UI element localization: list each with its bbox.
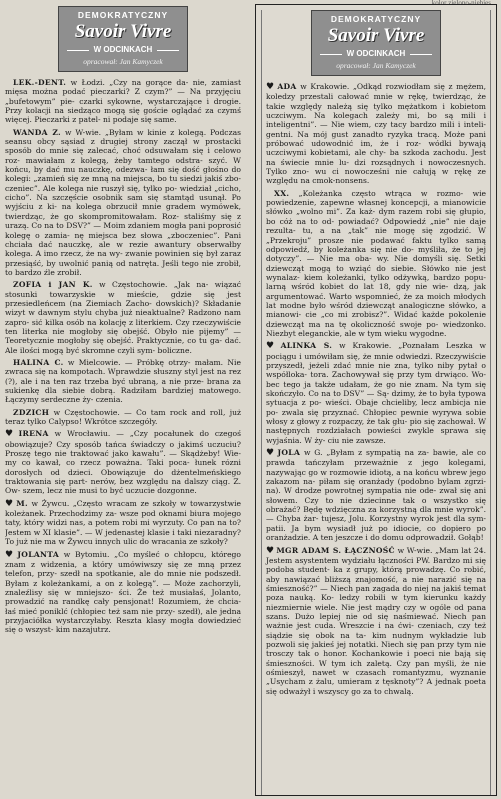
masthead-line-3: W ODCINKACH: [346, 49, 406, 58]
masthead-byline: opracował: Jan Kamyczek: [83, 57, 163, 66]
heart-icon: ♥: [266, 341, 279, 352]
letter-entry: [266, 189, 486, 339]
entry-author: ADA: [277, 82, 297, 91]
entry-author: M.: [16, 498, 28, 508]
entry-text: w Częstochowie. — Co tam rock and roll, już teraz tylko Calypso! Wkrótce szczegóły.: [5, 407, 241, 427]
entry-author: WANDA Z.: [13, 127, 61, 137]
entry-text: w Mielcowie. — Próbkę otrzy- małam. Nie zwraca się na kompotach. Wprawdzie słuszny styl jest na rez (?), ale i na ten raz trzeba być ubraną, a nie prze- brana za sukienkę dla siebie dobrą. Radziłam bardziej matowego. Łączymy serdeczne ży- czenia.: [5, 357, 241, 405]
entry-text: w W-wie. „Mam lat 24. Jestem asystentem wydziału łączności PW. Bardzo mi się podoba student- ka z grupy, którą prowadzę. Co robić, aby nawiązać bliższą znajomość, a nie narazić się na śmieszność?” — Niech pan zagada do niej na jakiś temat poza nauką. Ko- ledzy robili w tym kierunku każdy niezmiernie wiele. Nie jest mądry czy w ogóle od pana szans. Dużo lepiej nie od się naśmiewać. Niech pan ważnie jest cuda. Wreszcie i na ćwi- czeniach, czy też siądzie się obok na ta- kim nudnym wykładzie lub pozwoli się jakieś jej notatki. Niech się pan przy tym nie trosczy tak o honor. Kochankowie i poeci nie bają się śmieszności. W tym ich zaletą. Czy pan myśli, że nie ośmieszył, nawet w czasach romantyzmu, wyznanie „Usycham z żalu, umieram z tęsknoty”? A jednak poeta się odważył i wszyscy go za to chwalą.: [266, 545, 486, 696]
heart-icon: ♥: [266, 448, 276, 459]
heart-icon: ♥: [266, 82, 276, 92]
column-masthead: [311, 10, 441, 76]
entry-author: HALINA C.: [13, 357, 64, 367]
heart-icon: ♥: [5, 549, 16, 560]
letter-entry: [266, 341, 486, 445]
masthead-title: Savoir Vivre: [74, 21, 172, 42]
entry-text: w Częstochowie. „Jak na- wiązać stosunki towarzyskie w mieście, gdzie się jest przesiedleńcem (na Ziemiach Zacho- dowskich)? Składanie wizyt w dawnym stylu chyba już nieaktualne? Radzono nam zapro- sić kilka osób na kolację z literkiem. Czy rzeczywiście ten literka nie mogłoby się obejść. Obyło nie pijemy” — Teoretycznie mogłoby się obejść. Praktycznie, co tu ga- dać. Ale ilości mogą być skromne czyli sym- boliczne.: [5, 280, 241, 355]
entry-text: w Krakowie. „Poznałam Leszka w pociągu i umówiłam się, że mnie odwiedzi. Rzeczywiście przyszedł, jeżeli zdać mnie nie zna, tylko niby pytał o współloka- tora. Zachowywał się przy tym drwiąco. Wo- bec tego ja także udałam, że go nie znam. Na tym się skończyło. Co na to DSV” — Są- dzimy, że to była typowa sytuacja z po- wieści. Obaje chcieliby, lecz ambicja nie po- zwala się przyznać. Chłopiec pewnie wyrywa sobie włosy z głowy z rozpaczy, że tak głu- pio się zachował. W następnych rozdziałach powieści zwykle sprawa się wyjaśnia. W ży- ciu nie zawsze.: [266, 341, 487, 445]
entry-text: w G. „Byłam z sympatią na za- bawie, ale co prawda tańczyłam przeważnie z jego kolegami, nazywając go w rozmowie idiotą, a na końcu wbrew jego zakazom na- piłam się oranżady (podobno bylam zgrzi- na). W drodze powrotnej sympatia nie ode- zwał się ani słowem. Czy to nie dziecinne tak o wszystko się obrażać? Będę wdzięczna za korzystną dla mnie wyrok”. — Chyba żar- tujesz, Jolu. Korzystny wyrok jest dla sym- patii. Ja bym wysiadł już po idiocie, co dopiero po oranżadzie. A ten jeszcze i do domu odprowadził. Gołąb!: [266, 448, 486, 543]
entry-author: JOLA: [277, 448, 301, 458]
entry-text: w W-wie. „Byłam w kinie z kolegą. Podczas seansu obcy sąsiad z drugiej strony zaczął w prostacki sposób do mnie się zalecać, choć odsuwałam się i celowo roz- mawiałam z kolegą, żeby tamtego odstra- szyć. W końcu, by dać mu nauczkę, odezwa- łam się dość głośno do kolegi: „zamień się ze mną na miejsca, bo tu siedzi jakiś zbo- czeniec”. Ale kolega nie ruszył się, tylko po- wiedział „cicho, cicho”. Na szczęście osobnik sam się stamtąd usunął. Po wyjściu z ki- na kolega obrzucił mnie gradem wymówek, twierdząc, że go skompromitowałam. Roz- staliśmy się z urazą. Co na to DSV?” — Moim zdaniem mogła pani poprosić kolegę o zamia- nę miejsca bez słowa „zboczeniec”. Pani chciała dać nauczkę, ale w rezie awantury obserwałby kolega. A imo rzecz, że na wy- zwanie powinien się był zaraz przesiąść, by uwolnić panią od natręta. Jeśli tego nie zrobił, to bardzo źle zrobił.: [5, 127, 241, 277]
right-column: [255, 4, 497, 796]
entry-author: IRENA: [18, 429, 49, 439]
masthead-line-3: W ODCINKACH: [93, 45, 153, 54]
entry-author: ZDZICH: [13, 407, 50, 417]
entry-author: XX.: [274, 188, 290, 198]
letter-entry: [266, 82, 486, 186]
letter-entry: [266, 546, 486, 697]
masthead-line-1: DEMOKRATYCZNY: [77, 10, 169, 20]
entry-author: ALINKA S.: [280, 341, 333, 351]
entry-text: w Łodzi. „Czy na gorące da- nie, zamiast mięsa można podać pieczarki? Z czym?” — Na przyjęciu „bufetowym” pie- czarki sykowne, wystarczające i drogie. Przy kolacji na siedząco mogą się goście oglądać za czymś więcej. Pieczarki z patel- ni podaje się same.: [5, 78, 241, 125]
entry-text: w Bytomiu. „Co myśleć o chłopcu, którego znam z widzenia, a który umówiwszy się ze mną przez telefon, przy- szedł na spotkanie, ale do mnie nie podszedł. Byłam z koleżankami, a on z kolegą”. — Może zachorzyli, znaleźlisy się w mniejszo- ści. Że też musiałaś, Jolanto, prowadzić na randkę cały pensjonat! Rozumiem, że chcia- łaś mieć poniklć (chłopiec też sam nie przy- szedł), ale jedna przyjaciółka wystarczyłaby. Reszta klasy mogła dowiedzieć się o wszyst- kim nazajutrz.: [5, 549, 241, 635]
column-masthead: [58, 6, 188, 72]
entry-text: w Wrocławiu. — „Czy pocałunek do czegoś obowiązuje? Czy sposób tańca świadczy o jakimś uczuciu? Proszę tego nie traktować jako kawału”. — Skądżeby! Wie- my co kawał, co rzecz poważna. Taki poca- łunek rózni dorosłych od dzieci. Obowiązuje do dżentelmeńskiego traktowania się part- nerów, bez względu na dalszy ciąg. Z. Ow- szem, lecz nie musi to być uczucie dozgonne.: [5, 429, 241, 496]
letter-entry: [5, 358, 241, 405]
heart-icon: ♥: [266, 545, 275, 556]
letter-entry: [5, 280, 241, 355]
letter-entry: [5, 499, 241, 547]
entry-author: LEK.-DENT.: [13, 78, 67, 87]
letter-entry: [5, 429, 241, 495]
letter-entry: [266, 448, 486, 542]
heart-icon: ♥: [5, 498, 15, 509]
letter-entry: [5, 550, 241, 635]
entry-text: w Żywcu. „Często wracam ze szkoły w towarzystwie koleżanek. Przechodzimy za- wsze pod oknami biura mojego taty, który widzi nas, a potem robi mi wyrzuty. Co pan na to? Jestem w XI klasie”. — W jedenastej klasie i taki niezaradny? To już nie ma w Żywcu innych ulic do wracania ze szkoły?: [5, 498, 241, 547]
entry-text: w Krakowie. „Odkąd rozwiodłam się z mężem, koledzy przestali całować mnie w rękę, twierdząc, że takie względy należą się tylko mężatkom i kobietom uczciwym. Na kolegach zależy mi, bo są mili i inteligentni”. — Nie wiem, czy tacy bardzo mili i inteli- gentni. Na mój gust zanadto ryzyka tracą. Może pani próbować udowodnić im, że i roz- wódki bywają uczciwymi kobietami, ale chy- ba szkoda zachodu. Jest na świecie mnie lu- dzi rozsądnych i nowoczesnych. Tylko zno- wu ci nowocześni nie całują w rękę ze względu na cmok-nonsens.: [266, 82, 486, 186]
left-column: [5, 4, 241, 796]
entry-author: MGR ADAM S. ŁĄCZNOŚĆ: [276, 545, 395, 555]
letter-entry: [5, 408, 241, 427]
heart-icon: ♥: [5, 429, 17, 440]
letter-entry: [5, 128, 241, 278]
masthead-line-1: DEMOKRATYCZNY: [330, 14, 422, 24]
masthead-title: Savoir Vivre: [327, 25, 425, 46]
entry-author: ZOFIA i JAN K.: [13, 280, 93, 290]
entry-text: „Koleżanka często wtrąca w rozmo- wie powiedzenie, zapewne własnej koncepcji, a mianowicie słówko „wolno mi”. Za każ- dym razem robi się głupio, bo cóż na to od- powiadać? Odpowiedź „nie” nie daje rezulta- tu, a na „tak” nie mogę się zgodzić. W „Przekroju” prosze nie podawać faktu tylko samą odpowiedź, by koleżanka się nie do- myśliła, że to jej dotyczy”. — Nie ma oba- wy. Nie domyśli się. Setki dziewcząt mogą to wziąć do siebie. Słówko nie jest wynalaz- kiem koleżanki, tylko odżywką, bardzo popu- larną wśród kobiet do lat 18, gdy nie wie- dzą, jak argumentować. Warto wspomnieć, że za moich młodych lat modne było wśród dziewcząt analogiczne słówko, a mianowi- cie „co mi zrobisz?”. Widać każde pokolenie dziewcząt ma na tę okoliczność swoje po- wiedzonko. Niezbyt eleganckie, ale w tym wieku wygodne.: [266, 188, 486, 338]
letter-entry: [5, 78, 241, 125]
entry-author: JOLANTA: [17, 549, 60, 559]
masthead-byline: opracował: Jan Kamyczek: [336, 61, 416, 70]
